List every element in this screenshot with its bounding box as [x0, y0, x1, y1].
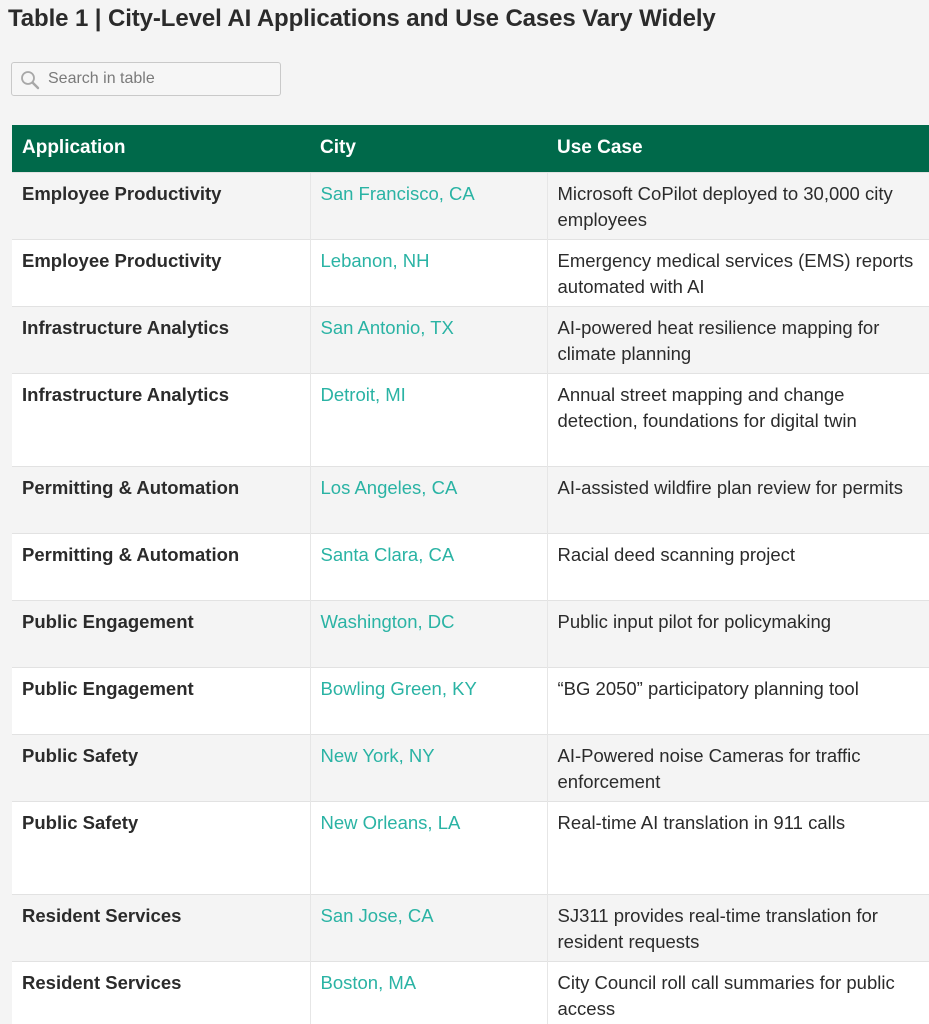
search-input[interactable]	[48, 63, 276, 95]
application-cell: Public Engagement	[12, 600, 310, 667]
use-case-cell: Public input pilot for policymaking	[547, 600, 929, 667]
application-cell: Infrastructure Analytics	[12, 306, 310, 373]
application-cell: Public Safety	[12, 734, 310, 801]
use-case-cell: Annual street mapping and change detection, foundations for digital twin	[547, 373, 929, 466]
city-link[interactable]: Lebanon, NH	[310, 239, 547, 306]
application-cell: Resident Services	[12, 961, 310, 1024]
use-case-cell: Real-time AI translation in 911 calls	[547, 801, 929, 894]
use-case-cell: Racial deed scanning project	[547, 533, 929, 600]
table-row	[12, 373, 929, 466]
city-link[interactable]: Washington, DC	[310, 600, 547, 667]
application-cell: Infrastructure Analytics	[12, 373, 310, 466]
table-row	[12, 894, 929, 961]
application-cell: Resident Services	[12, 894, 310, 961]
use-case-cell: AI-powered heat resilience mapping for climate planning	[547, 306, 929, 373]
table-row	[12, 667, 929, 734]
city-link[interactable]: New Orleans, LA	[310, 801, 547, 894]
use-case-cell: AI-Powered noise Cameras for traffic enforcement	[547, 734, 929, 801]
city-link[interactable]: Santa Clara, CA	[310, 533, 547, 600]
city-link[interactable]: San Antonio, TX	[310, 306, 547, 373]
table-row	[12, 172, 929, 239]
column-header-application[interactable]: Application	[22, 137, 126, 159]
table-row	[12, 533, 929, 600]
application-cell: Employee Productivity	[12, 172, 310, 239]
table-row	[12, 734, 929, 801]
use-case-cell: “BG 2050” participatory planning tool	[547, 667, 929, 734]
table-row	[12, 239, 929, 306]
data-table-container	[12, 125, 929, 1024]
use-case-cell: Emergency medical services (EMS) reports automated with AI	[547, 239, 929, 306]
column-header-use-case[interactable]: Use Case	[557, 137, 643, 159]
application-cell: Permitting & Automation	[12, 466, 310, 533]
column-header-city[interactable]: City	[320, 137, 356, 159]
use-case-cell: AI-assisted wildfire plan review for permits	[547, 466, 929, 533]
table-header-row	[12, 125, 929, 172]
city-link[interactable]: San Jose, CA	[310, 894, 547, 961]
table-row	[12, 600, 929, 667]
search-box[interactable]	[11, 62, 281, 96]
city-link[interactable]: New York, NY	[310, 734, 547, 801]
city-link[interactable]: San Francisco, CA	[310, 172, 547, 239]
application-cell: Public Engagement	[12, 667, 310, 734]
use-case-cell: Microsoft CoPilot deployed to 30,000 city employees	[547, 172, 929, 239]
table-row	[12, 306, 929, 373]
search-icon	[20, 70, 40, 90]
page-title: Table 1 | City-Level AI Applications and Use Cases Vary Widely	[8, 5, 716, 32]
city-link[interactable]: Los Angeles, CA	[310, 466, 547, 533]
use-case-cell: SJ311 provides real-time translation for resident requests	[547, 894, 929, 961]
application-cell: Employee Productivity	[12, 239, 310, 306]
table-row	[12, 801, 929, 894]
city-link[interactable]: Detroit, MI	[310, 373, 547, 466]
application-cell: Public Safety	[12, 801, 310, 894]
table-row	[12, 466, 929, 533]
table-row	[12, 961, 929, 1024]
use-case-cell: City Council roll call summaries for public access	[547, 961, 929, 1024]
city-link[interactable]: Boston, MA	[310, 961, 547, 1024]
application-cell: Permitting & Automation	[12, 533, 310, 600]
city-link[interactable]: Bowling Green, KY	[310, 667, 547, 734]
data-table	[12, 125, 929, 1024]
